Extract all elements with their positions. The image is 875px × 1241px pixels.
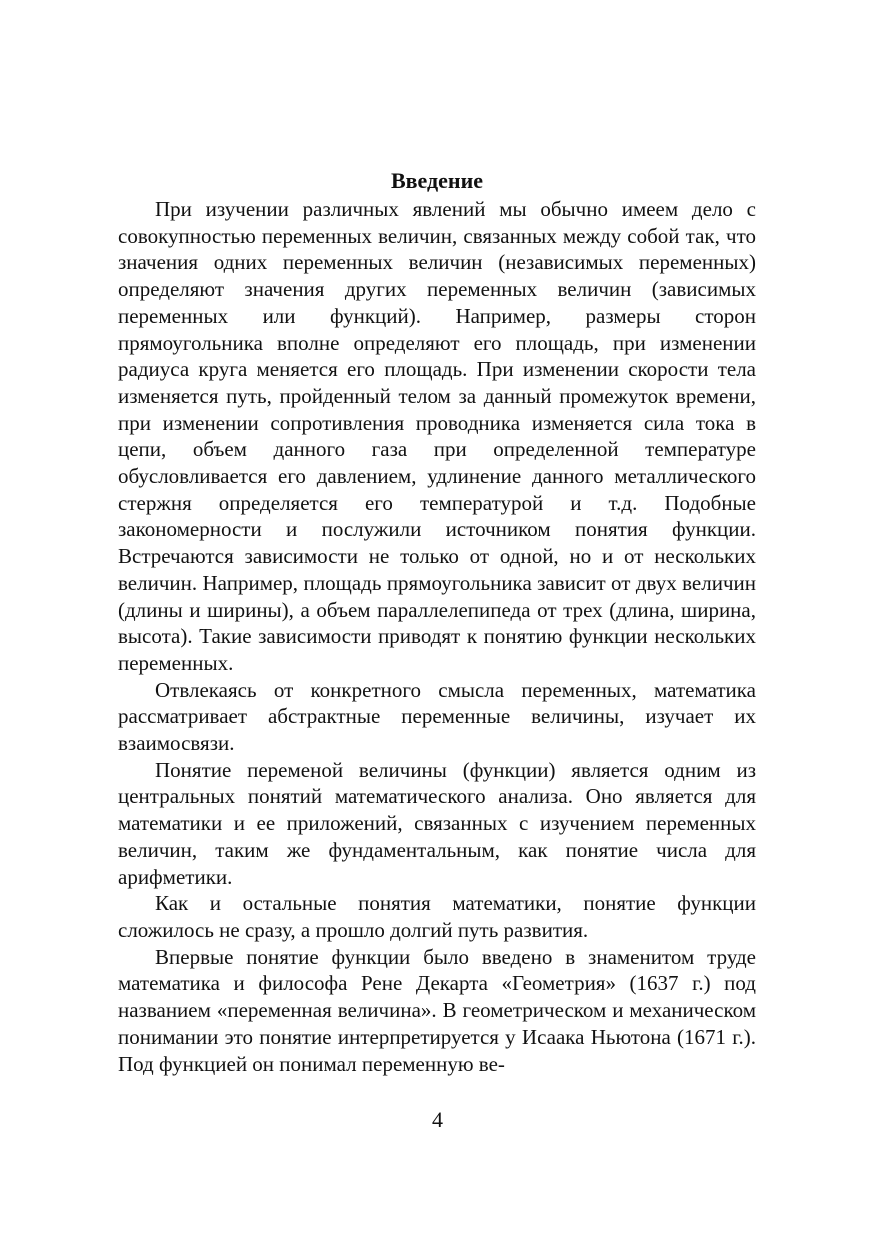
page-content xyxy=(118,166,756,1077)
page-number: 4 xyxy=(432,1107,443,1132)
paragraph-1: При изучении различных явлений мы обычно имеем дело с совокупностью переменных величин, связанных между собой так, что значения одних переменных величин (независимых переменных) определяют значения других переменных величин (зависимых переменных или функций). Например, размеры сторон прямоугольника вполне определяют его площадь, при изменении радиуса круга меняется его площадь. При изменении скорости тела изменяется путь, пройденный телом за данный промежуток времени, при изменении сопротивления проводника изменяется сила тока в цепи, объем данного газа при определенной температуре обусловливается его давлением, удлинение данного металлического стержня определяется его температурой и т.д. Подобные закономерности и послужили источником понятия функции. Встречаются зависимости не только от одной, но и от нескольких величин. Например, площадь прямоугольника зависит от двух величин (длины и ширины), а объем параллелепипеда от трех (длина, ширина, высота). Такие зависимости приводят к понятию функции нескольких переменных. xyxy=(118,197,756,675)
paragraph-3: Понятие переменой величины (функции) является одним из центральных понятий математического анализа. Оно является для математики и ее приложений, связанных с изучением переменных величин, таким же фундаментальным, как понятие числа для арифметики. xyxy=(118,757,756,889)
section-heading: Введение xyxy=(390,168,484,193)
paragraph-2: Отвлекаясь от конкретного смысла переменных, математика рассматривает абстрактные переменные величины, изучает их взаимосвязи. xyxy=(118,677,756,756)
paragraph-5: Впервые понятие функции было введено в знаменитом труде математика и философа Рене Декарта «Геометрия» (1637 г.) под названием «переменная величина». В геометрическом и механическом понимании это понятие интерпретируется у Исаака Ньютона (1671 г.). Под функцией он понимал переменную ве- xyxy=(118,944,756,1076)
paragraph-4: Как и остальные понятия математики, понятие функции сложилось не сразу, а прошло долгий путь развития. xyxy=(118,891,756,942)
